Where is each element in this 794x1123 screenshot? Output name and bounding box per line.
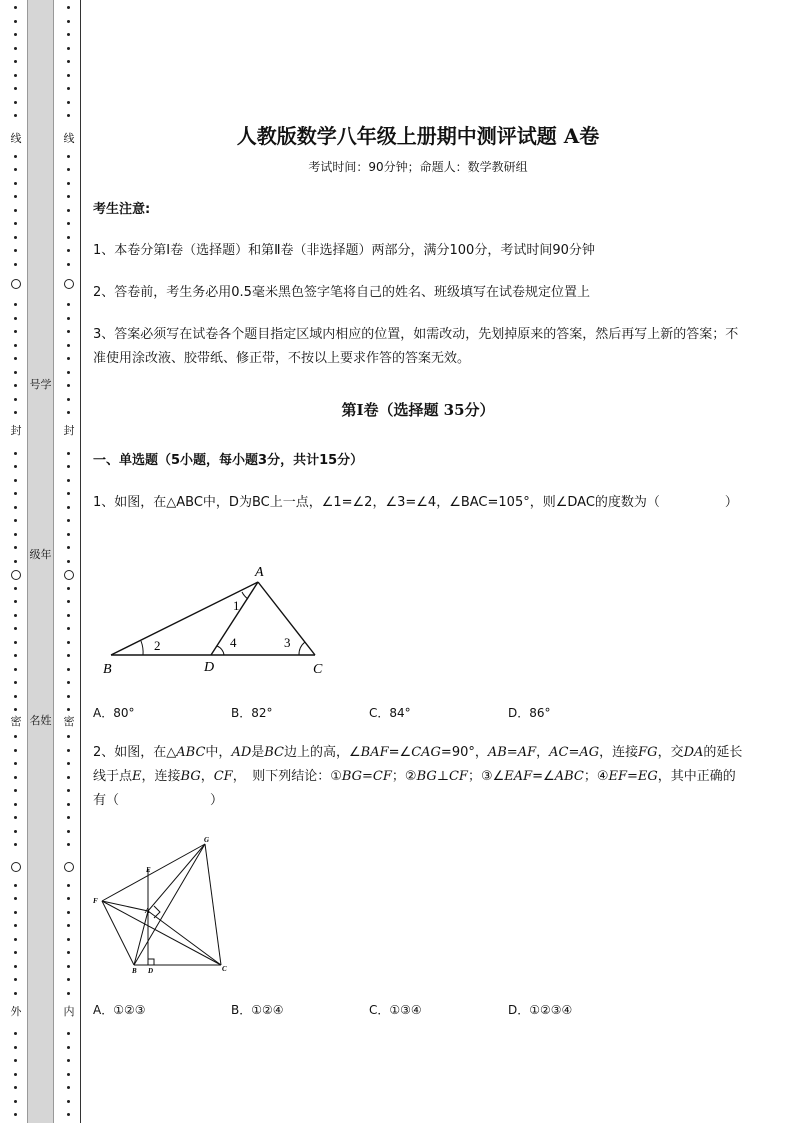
margin-dot xyxy=(14,1046,17,1049)
segment-fb xyxy=(102,901,134,965)
margin-char: 线 xyxy=(61,133,77,145)
margin-dot xyxy=(67,924,70,927)
margin-char: 密 xyxy=(8,716,24,728)
margin-dot xyxy=(67,195,70,198)
option-b: B．①②④ xyxy=(231,1003,284,1017)
outer-dotted-line xyxy=(10,0,22,1123)
section-title: 第I卷（选择题 35分） xyxy=(341,401,495,419)
page-title: 人教版数学八年级上册期中测评试题 A卷 xyxy=(236,124,600,148)
margin-dot xyxy=(67,600,70,603)
label-d: D xyxy=(148,967,154,975)
margin-dot xyxy=(67,155,70,158)
margin-dot xyxy=(67,465,70,468)
margin-dot xyxy=(14,533,17,536)
margin-dot xyxy=(14,654,17,657)
margin-dot xyxy=(14,735,17,738)
margin-dot xyxy=(67,992,70,995)
margin-dot xyxy=(14,587,17,590)
margin-dot xyxy=(14,1113,17,1116)
margin-dot xyxy=(14,87,17,90)
label-angle-1: 1 xyxy=(233,598,240,613)
margin-dot xyxy=(67,654,70,657)
label-f: F xyxy=(93,897,98,905)
margin-dot xyxy=(67,641,70,644)
margin-dot xyxy=(14,1073,17,1076)
margin-dot xyxy=(14,627,17,630)
margin-dot xyxy=(67,681,70,684)
margin-dot xyxy=(67,101,70,104)
margin-dot xyxy=(14,479,17,482)
margin-circle xyxy=(11,570,21,580)
margin-dot xyxy=(67,330,70,333)
margin-dot xyxy=(14,843,17,846)
margin-dot xyxy=(67,695,70,698)
margin-dot xyxy=(67,816,70,819)
margin-dot xyxy=(67,965,70,968)
margin-dot xyxy=(67,789,70,792)
margin-dot xyxy=(14,344,17,347)
student-info-strip xyxy=(27,0,54,1123)
margin-dot xyxy=(14,681,17,684)
question-1-figure xyxy=(103,562,343,682)
binding-margin xyxy=(0,0,82,1123)
margin-dot xyxy=(14,519,17,522)
margin-dot xyxy=(67,1046,70,1049)
margin-dot xyxy=(67,843,70,846)
margin-dot xyxy=(14,465,17,468)
margin-dot xyxy=(67,209,70,212)
exam-info: 考试时间：90分钟；命题人：数学教研组 xyxy=(308,160,528,174)
margin-dot xyxy=(67,668,70,671)
margin-dot xyxy=(14,317,17,320)
segment-ag xyxy=(148,844,205,911)
margin-circle xyxy=(64,570,74,580)
margin-dot xyxy=(67,1100,70,1103)
margin-circle xyxy=(11,279,21,289)
question-2-figure xyxy=(93,833,243,983)
question-2-text: 2、如图，在△ABC中，AD是BC边上的高，∠BAF=∠CAG=90°，AB=AF，AC=AG，连接FG，交DA的延长线于点E，连接BG，CF， 则下列结论：①BG=CF；②BG⊥CF；③∠EAF=∠ABC；④EF=EG，其中正确的有（ ） xyxy=(93,745,743,808)
margin-char: 封 xyxy=(8,425,24,437)
margin-dot xyxy=(67,87,70,90)
margin-dot xyxy=(14,695,17,698)
margin-dot xyxy=(14,357,17,360)
label-d: D xyxy=(204,660,215,675)
margin-dot xyxy=(67,114,70,117)
option-b: B．82° xyxy=(231,706,273,720)
name-field: 名姓 xyxy=(29,714,52,727)
margin-dot xyxy=(14,101,17,104)
margin-dot xyxy=(14,965,17,968)
margin-dot xyxy=(67,708,70,711)
segment-bg xyxy=(134,844,205,965)
margin-dot xyxy=(67,249,70,252)
class-field: 级年 xyxy=(29,548,52,561)
margin-dot xyxy=(14,600,17,603)
margin-dot xyxy=(14,1059,17,1062)
label-a: A xyxy=(145,907,150,915)
angle-2-arc xyxy=(141,641,143,655)
margin-char: 线 xyxy=(8,133,24,145)
label-e: E xyxy=(146,866,151,874)
margin-dot xyxy=(14,776,17,779)
margin-dot xyxy=(14,168,17,171)
margin-dot xyxy=(14,74,17,77)
margin-dot xyxy=(14,546,17,549)
margin-circle xyxy=(64,279,74,289)
margin-char: 封 xyxy=(61,425,77,437)
margin-dot xyxy=(14,263,17,266)
margin-char: 外 xyxy=(8,1006,24,1018)
margin-dot xyxy=(67,236,70,239)
label-angle-4: 4 xyxy=(230,635,237,650)
label-g: G xyxy=(204,836,210,844)
margin-dot xyxy=(14,1100,17,1103)
margin-dot xyxy=(14,209,17,212)
margin-dot xyxy=(14,384,17,387)
margin-dot xyxy=(14,830,17,833)
margin-dot xyxy=(14,911,17,914)
student-number-field: 号学 xyxy=(29,378,52,391)
option-d: D．86° xyxy=(508,706,551,720)
margin-dot xyxy=(67,830,70,833)
margin-dot xyxy=(14,195,17,198)
margin-dot xyxy=(67,1059,70,1062)
margin-circle xyxy=(11,862,21,872)
margin-dot xyxy=(67,303,70,306)
margin-dot xyxy=(14,641,17,644)
margin-dot xyxy=(67,546,70,549)
margin-dot xyxy=(14,938,17,941)
margin-dot xyxy=(14,708,17,711)
margin-dot xyxy=(67,776,70,779)
margin-dot xyxy=(14,236,17,239)
segment-ac xyxy=(148,911,221,965)
label-a: A xyxy=(255,565,264,580)
margin-dot xyxy=(14,924,17,927)
margin-dot xyxy=(67,762,70,765)
label-angle-3: 3 xyxy=(284,635,291,650)
margin-dot xyxy=(67,344,70,347)
angle-3-arc xyxy=(299,642,305,655)
margin-dot xyxy=(67,47,70,50)
margin-dot xyxy=(14,60,17,63)
option-c: C．①③④ xyxy=(369,1003,422,1017)
margin-dot xyxy=(67,222,70,225)
margin-dot xyxy=(14,411,17,414)
label-angle-2: 2 xyxy=(154,638,161,653)
margin-dot xyxy=(67,938,70,941)
margin-dot xyxy=(14,452,17,455)
margin-char: 密 xyxy=(61,716,77,728)
margin-border-line xyxy=(80,0,81,1123)
label-c: C xyxy=(222,965,227,973)
margin-dot xyxy=(67,411,70,414)
margin-dot xyxy=(14,330,17,333)
margin-dot xyxy=(14,978,17,981)
margin-dot xyxy=(14,992,17,995)
margin-dot xyxy=(14,749,17,752)
margin-dot xyxy=(67,506,70,509)
margin-dot xyxy=(14,816,17,819)
margin-dot xyxy=(67,627,70,630)
notice-item: 2、答卷前，考生务必用0.5毫米黑色签字笔将自己的姓名、班级填写在试卷规定位置上 xyxy=(93,285,590,300)
margin-dot xyxy=(67,803,70,806)
margin-dot xyxy=(14,47,17,50)
margin-dot xyxy=(14,33,17,36)
margin-dot xyxy=(14,560,17,563)
margin-dot xyxy=(14,222,17,225)
margin-dot xyxy=(67,20,70,23)
margin-dot xyxy=(67,978,70,981)
margin-dot xyxy=(14,303,17,306)
notice-heading: 考生注意: xyxy=(93,202,151,217)
question-1-text: 1、如图，在△ABC中，D为BC上一点，∠1=∠2，∠3=∠4，∠BAC=105°，则∠DAC的度数为（ ） xyxy=(93,495,738,510)
margin-dot xyxy=(67,1073,70,1076)
margin-dot xyxy=(67,398,70,401)
margin-dot xyxy=(67,560,70,563)
margin-dot xyxy=(14,182,17,185)
margin-dot xyxy=(67,911,70,914)
margin-dot xyxy=(67,897,70,900)
margin-circle xyxy=(64,862,74,872)
option-c: C．84° xyxy=(369,706,411,720)
margin-dot xyxy=(14,20,17,23)
margin-dot xyxy=(14,1086,17,1089)
margin-dot xyxy=(14,155,17,158)
margin-dot xyxy=(67,371,70,374)
margin-dot xyxy=(67,384,70,387)
margin-dot xyxy=(14,1032,17,1035)
margin-dot xyxy=(67,951,70,954)
option-a: A．①②③ xyxy=(93,1003,146,1017)
margin-dot xyxy=(14,762,17,765)
margin-dot xyxy=(67,519,70,522)
margin-dot xyxy=(14,884,17,887)
margin-dot xyxy=(67,884,70,887)
notice-item: 1、本卷分第I卷（选择题）和第Ⅱ卷（非选择题）两部分，满分100分，考试时间90分钟 xyxy=(93,243,595,258)
margin-dot xyxy=(67,263,70,266)
margin-dot xyxy=(67,6,70,9)
margin-dot xyxy=(67,74,70,77)
margin-dot xyxy=(67,1113,70,1116)
margin-dot xyxy=(14,6,17,9)
segment-fa xyxy=(102,901,148,911)
margin-dot xyxy=(14,951,17,954)
margin-dot xyxy=(14,897,17,900)
margin-dot xyxy=(67,1086,70,1089)
margin-dot xyxy=(14,614,17,617)
notice-item: 3、答案必须写在试卷各个题目指定区域内相应的位置，如需改动，先划掉原来的答案，然后再写上新的答案；不准使用涂改液、胶带纸、修正带，不按以上要求作答的答案无效。 xyxy=(93,327,739,366)
label-b: B xyxy=(132,967,137,975)
angle-1-arc xyxy=(242,592,248,599)
margin-dot xyxy=(67,587,70,590)
segment-gc xyxy=(205,844,221,965)
margin-dot xyxy=(67,357,70,360)
inner-dotted-line xyxy=(63,0,75,1123)
margin-dot xyxy=(67,479,70,482)
margin-dot xyxy=(14,492,17,495)
margin-dot xyxy=(14,371,17,374)
margin-dot xyxy=(67,533,70,536)
label-c: C xyxy=(313,662,323,677)
margin-dot xyxy=(67,1032,70,1035)
margin-dot xyxy=(67,33,70,36)
margin-dot xyxy=(67,749,70,752)
margin-dot xyxy=(14,789,17,792)
margin-dot xyxy=(67,735,70,738)
right-angle-d xyxy=(148,959,154,965)
margin-dot xyxy=(14,803,17,806)
segment-fg xyxy=(102,844,205,901)
margin-dot xyxy=(67,168,70,171)
margin-dot xyxy=(67,317,70,320)
angle-4-arc xyxy=(217,646,224,655)
margin-dot xyxy=(14,249,17,252)
margin-dot xyxy=(14,398,17,401)
margin-dot xyxy=(67,182,70,185)
margin-dot xyxy=(67,614,70,617)
label-b: B xyxy=(103,662,112,677)
margin-char: 内 xyxy=(61,1006,77,1018)
segment-fc xyxy=(102,901,221,965)
margin-dot xyxy=(14,114,17,117)
part-heading: 一、单选题（5小题，每小题3分，共计15分） xyxy=(93,453,364,468)
margin-dot xyxy=(67,492,70,495)
option-a: A．80° xyxy=(93,706,135,720)
margin-dot xyxy=(67,452,70,455)
option-d: D．①②③④ xyxy=(508,1003,573,1017)
margin-dot xyxy=(14,668,17,671)
margin-dot xyxy=(67,60,70,63)
margin-dot xyxy=(14,506,17,509)
